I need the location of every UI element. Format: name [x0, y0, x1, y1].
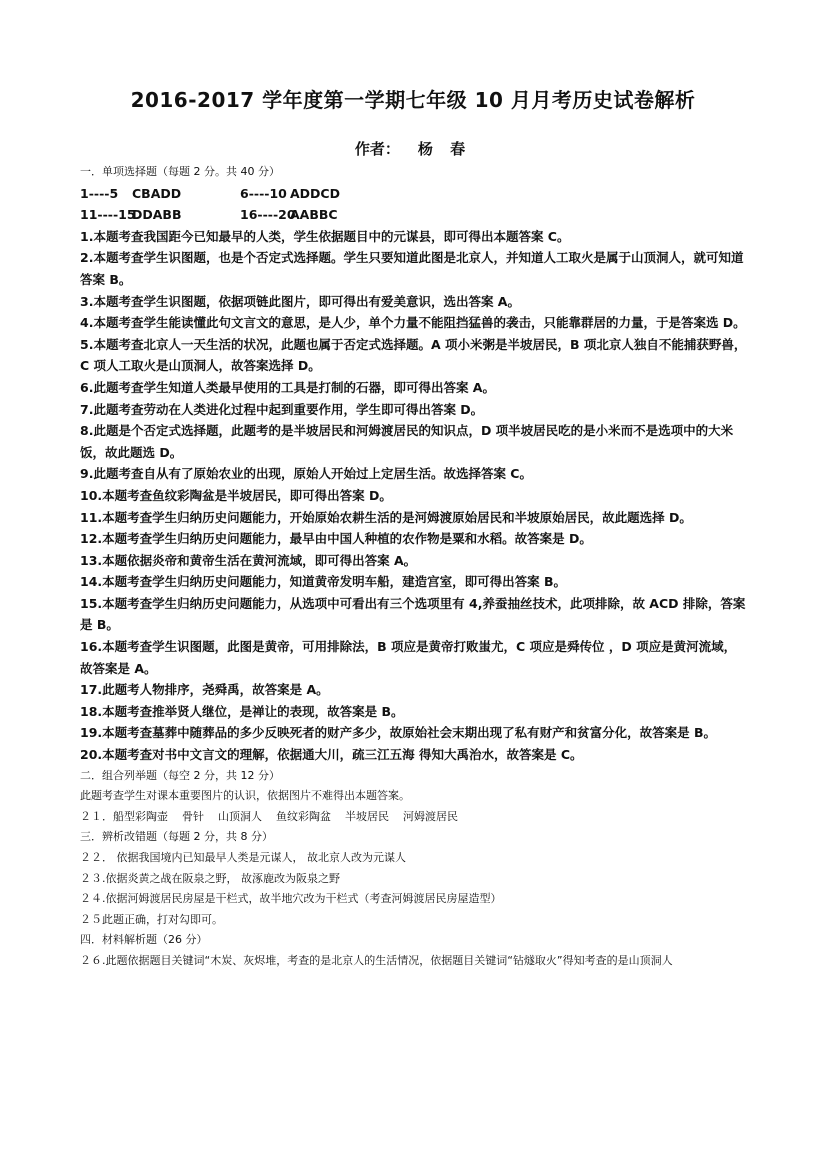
explanation-3: 3.本题考查学生识图题，依据项链此图片，即可得出有爱美意识，选出答案 A。	[80, 293, 520, 309]
explanation-17: 17.此题考人物排序，尧舜禹，故答案是 A。	[80, 682, 329, 698]
correction-23: ２３.依据炎黄之战在阪泉之野， 故涿鹿改为阪泉之野	[80, 871, 340, 885]
author-name: 杨 春	[417, 140, 472, 158]
answer-letters: DDABB	[132, 207, 182, 223]
section-3-heading: 三．辨析改错题（每题 2 分，共 8 分）	[80, 830, 273, 844]
answer-key-row-1	[80, 183, 748, 205]
answer-3: 山顶洞人	[218, 809, 262, 823]
explanation-8: 8.此题是个否定式选择题，此题考的是半坡居民和河姆渡居民的知识点，D 项半坡居民吃的是小米而不是选项中的大米饭，故此题选 D。	[80, 423, 734, 460]
explanation-2: 2.本题考查学生识图题，也是个否定式选择题。学生只要知道此图是北京人，并知道人工取火是属于山顶洞人，就可知道答案 B。	[80, 250, 744, 287]
explanation-11: 11.本题考查学生归纳历史问题能力，开始原始农耕生活的是河姆渡原始居民和半坡原始居民，故此题选择 D。	[80, 509, 692, 525]
section-2-heading: 二．组合列举题（每空 2 分，共 12 分）	[80, 768, 280, 782]
correction-25: ２５此题正确，打对勾即可。	[80, 912, 223, 926]
explanation-7: 7.此题考查劳动在人类进化过程中起到重要作用，学生即可得出答案 D。	[80, 401, 484, 417]
answer-6: 河姆渡居民	[403, 809, 458, 823]
answer-key-row-2	[80, 204, 748, 226]
answer-5: 半坡居民	[345, 809, 389, 823]
section-2-intro: 此题考查学生对课本重要图片的认识，依据图片不难得出本题答案。	[80, 789, 410, 803]
answer-range: 6----10	[240, 185, 287, 201]
explanation-18: 18.本题考查推举贤人继位，是禅让的表现，故答案是 B。	[80, 703, 404, 719]
question-number: ２１．	[80, 809, 113, 823]
correction-24: ２４.依据河姆渡居民房屋是干栏式，故半地穴改为干栏式（考查河姆渡居民房屋造型）	[80, 892, 502, 906]
section-1-heading: 一．单项选择题（每题 2 分。共 40 分）	[80, 165, 280, 178]
author-line	[0, 138, 826, 159]
section-2-answers	[80, 807, 748, 828]
explanation-6: 6.此题考查学生知道人类最早使用的工具是打制的石器，即可得出答案 A。	[80, 379, 495, 395]
explanation-19: 19.本题考查墓葬中随葬品的多少反映死者的财产多少，故原始社会末期出现了私有财产和贫富分化，故答案是 B。	[80, 725, 717, 741]
document-body	[80, 162, 748, 972]
answer-letters: CBADD	[132, 185, 182, 201]
explanation-4: 4.本题考查学生能读懂此句文言文的意思，是人少，单个力量不能阻挡猛兽的袭击，只能靠群居的力量，于是答案选 D。	[80, 315, 746, 331]
explanation-14: 14.本题考查学生归纳历史问题能力，知道黄帝发明车船，建造宫室，即可得出答案 B。	[80, 574, 567, 590]
explanation-13: 13.本题依据炎帝和黄帝生活在黄河流域，即可得出答案 A。	[80, 552, 417, 568]
answer-2: 骨针	[182, 809, 204, 823]
explanation-20: 20.本题考查对书中文言文的理解，依据通大川，疏三江五海 得知大禹治水，故答案是 C。	[80, 747, 583, 763]
answer-letters: AABBC	[290, 207, 338, 223]
explanation-10: 10.本题考查鱼纹彩陶盆是半坡居民，即可得出答案 D。	[80, 487, 392, 503]
explanation-5: 5.本题考查北京人一天生活的状况，此题也属于否定式选择题。A 项小米粥是半坡居民，B 项北京人独自不能捕获野兽，C 项人工取火是山顶洞人，故答案选择 D。	[80, 336, 747, 374]
section-4-heading: 四．材料解析题（26 分）	[80, 933, 208, 947]
answer-4: 鱼纹彩陶盆	[276, 809, 331, 823]
answer-letters: ADDCD	[290, 185, 340, 201]
explanation-9: 9.此题考查自从有了原始农业的出现，原始人开始过上定居生活。故选择答案 C。	[80, 466, 532, 482]
answer-1: 船型彩陶壶	[113, 809, 168, 823]
explanation-1: 1.本题考查我国距今已知最早的人类，学生依据题目中的元谋县，即可得出本题答案 C。	[80, 228, 570, 244]
explanation-12: 12.本题考查学生归纳历史问题能力，最早由中国人种植的农作物是粟和水稻。故答案是 D。	[80, 531, 592, 547]
answer-range: 1----5	[80, 185, 119, 201]
analysis-26: ２６.此题依据题目关键词“木炭、灰烬堆，考查的是北京人的生活情况，依据题目关键词“钻燧取火”得知考查的是山顶洞人	[80, 953, 673, 967]
answer-range: 11----15	[80, 207, 136, 223]
explanation-16: 16.本题考查学生识图题，此图是黄帝，可用排除法，B 项应是黄帝打败蚩尤，C 项应是舜传位 ，D 项应是黄河流域，故答案是 A。	[80, 639, 737, 676]
author-label: 作者：	[354, 140, 400, 158]
document-title: 2016-2017 学年度第一学期七年级 10 月月考历史试卷解析	[130, 88, 696, 112]
answer-range: 16----20	[240, 207, 296, 223]
explanation-15: 15.本题考查学生归纳历史问题能力，从选项中可看出有三个选项里有 4,养蚕抽丝技术，此项排除，故 ACD 排除，答案是 B。	[80, 595, 746, 633]
correction-22: ２２． 依据我国境内已知最早人类是元谋人， 故北京人改为元谋人	[80, 851, 406, 864]
